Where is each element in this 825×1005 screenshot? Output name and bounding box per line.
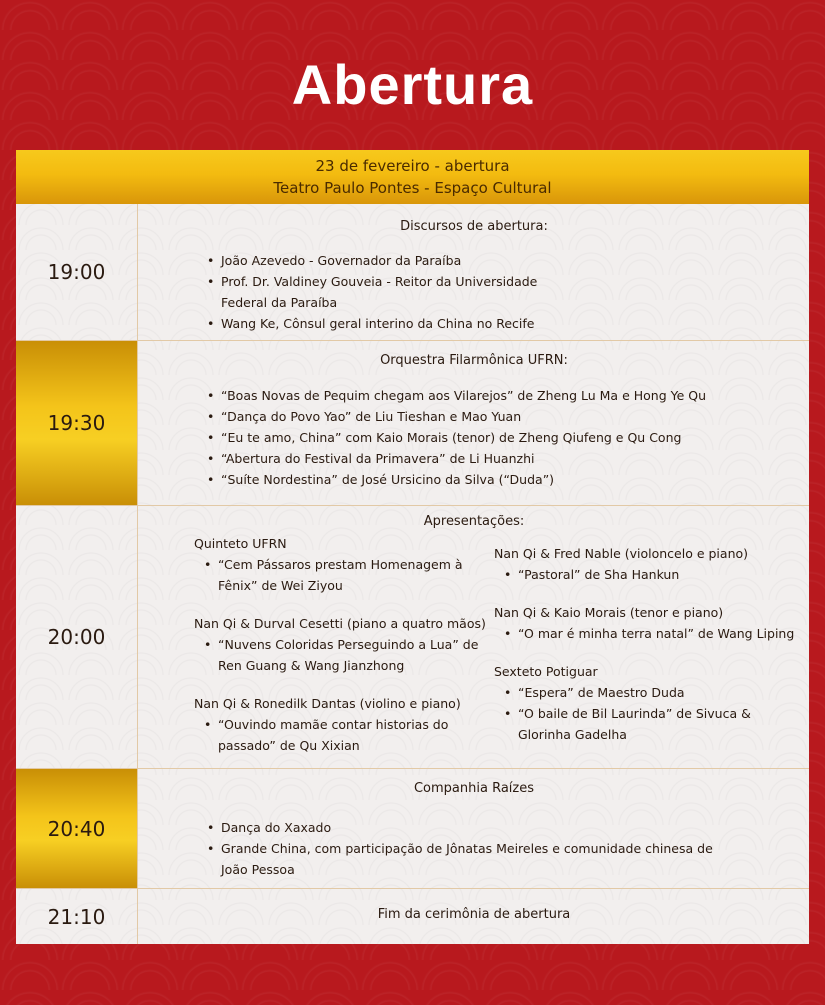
list-item: • “Eu te amo, China” com Kaio Morais (tenor) de Zheng Qiufeng e Qu Cong (205, 427, 795, 448)
row-content (137, 204, 809, 340)
schedule-row-1900 (16, 204, 809, 341)
row-heading: Companhia Raízes (413, 781, 535, 796)
row-content (137, 341, 809, 505)
row-heading: Fim da cerimônia de abertura (377, 907, 571, 922)
schedule-card (16, 150, 809, 944)
group-items (194, 634, 494, 676)
list-item: • Dança do Xaxado (205, 817, 795, 838)
header-venue: Teatro Paulo Pontes - Espaço Cultural (273, 179, 552, 197)
list-item: • “O baile de Bil Laurinda” de Sivuca & (502, 703, 812, 724)
row-heading: Apresentações: (423, 514, 525, 529)
company-list (205, 817, 795, 880)
row-heading: Orquestra Filarmônica UFRN: (380, 353, 568, 368)
time-label: 19:30 (16, 341, 137, 505)
row-content (137, 769, 809, 888)
speech-list (205, 250, 785, 334)
list-item: • “Suíte Nordestina” de José Ursicino da Silva (“Duda”) (205, 469, 795, 490)
list-item-continuation: Ren Guang & Wang Jianzhong (218, 658, 405, 673)
header-date: 23 de fevereiro - abertura (315, 157, 510, 175)
list-item: • “Espera” de Maestro Duda (502, 682, 812, 703)
list-item: • Grande China, com participação de Jônatas Meireles e comunidade chinesa de (205, 838, 795, 859)
page-title: Abertura (291, 53, 534, 116)
group-name: Nan Qi & Durval Cesetti (piano a quatro mãos) (194, 616, 486, 631)
group-name: Nan Qi & Fred Nable (violoncelo e piano) (494, 546, 749, 561)
group-items (194, 714, 494, 756)
row-content (137, 506, 809, 768)
list-item-continuation: Fênix” de Wei Ziyou (218, 578, 343, 593)
list-item: • “Abertura do Festival da Primavera” de Li Huanzhi (205, 448, 795, 469)
list-item: • “O mar é minha terra natal” de Wang Liping (502, 623, 812, 644)
performances-right-column (494, 544, 804, 745)
list-item: • João Azevedo - Governador da Paraíba (205, 250, 785, 271)
list-item: • Wang Ke, Cônsul geral interino da China no Recife (205, 313, 785, 334)
group-items (494, 623, 804, 644)
row-heading: Discursos de abertura: (400, 219, 548, 234)
list-item-continuation: Federal da Paraíba (221, 295, 338, 310)
schedule-row-2040 (16, 769, 809, 889)
orchestra-list (205, 385, 795, 490)
schedule-row-2000 (16, 506, 809, 769)
group-items (194, 554, 494, 596)
group-items (494, 682, 804, 745)
list-item: • “Cem Pássaros prestam Homenagem à (202, 554, 502, 575)
list-item-continuation: passado” de Qu Xixian (218, 738, 360, 753)
list-item: • “Pastoral” de Sha Hankun (502, 564, 812, 585)
list-item: • “Boas Novas de Pequim chegam aos Vilarejos” de Zheng Lu Ma e Hong Ye Qu (205, 385, 795, 406)
performances-left-column (194, 534, 494, 756)
row-content (137, 889, 809, 944)
time-label: 21:10 (47, 904, 106, 929)
list-item: • “Ouvindo mamãe contar historias do (202, 714, 502, 735)
schedule-header (16, 150, 809, 204)
group-name: Nan Qi & Ronedilk Dantas (violino e piano) (194, 696, 461, 711)
time-label: 20:00 (47, 625, 106, 649)
list-item: • Prof. Dr. Valdiney Gouveia - Reitor da Universidade (205, 271, 785, 292)
time-label: 20:40 (16, 769, 137, 888)
list-item-continuation: Glorinha Gadelha (518, 727, 627, 742)
group-name: Sexteto Potiguar (494, 664, 598, 679)
group-name: Nan Qi & Kaio Morais (tenor e piano) (494, 605, 724, 620)
list-item: • “Dança do Povo Yao” de Liu Tieshan e Mao Yuan (205, 406, 795, 427)
list-item: • “Nuvens Coloridas Perseguindo a Lua” de (202, 634, 502, 655)
group-items (494, 564, 804, 585)
schedule-row-2110 (16, 889, 809, 944)
schedule-row-1930 (16, 341, 809, 506)
group-name: Quinteto UFRN (194, 536, 287, 551)
list-item-continuation: João Pessoa (221, 862, 295, 877)
time-label: 19:00 (47, 260, 106, 284)
